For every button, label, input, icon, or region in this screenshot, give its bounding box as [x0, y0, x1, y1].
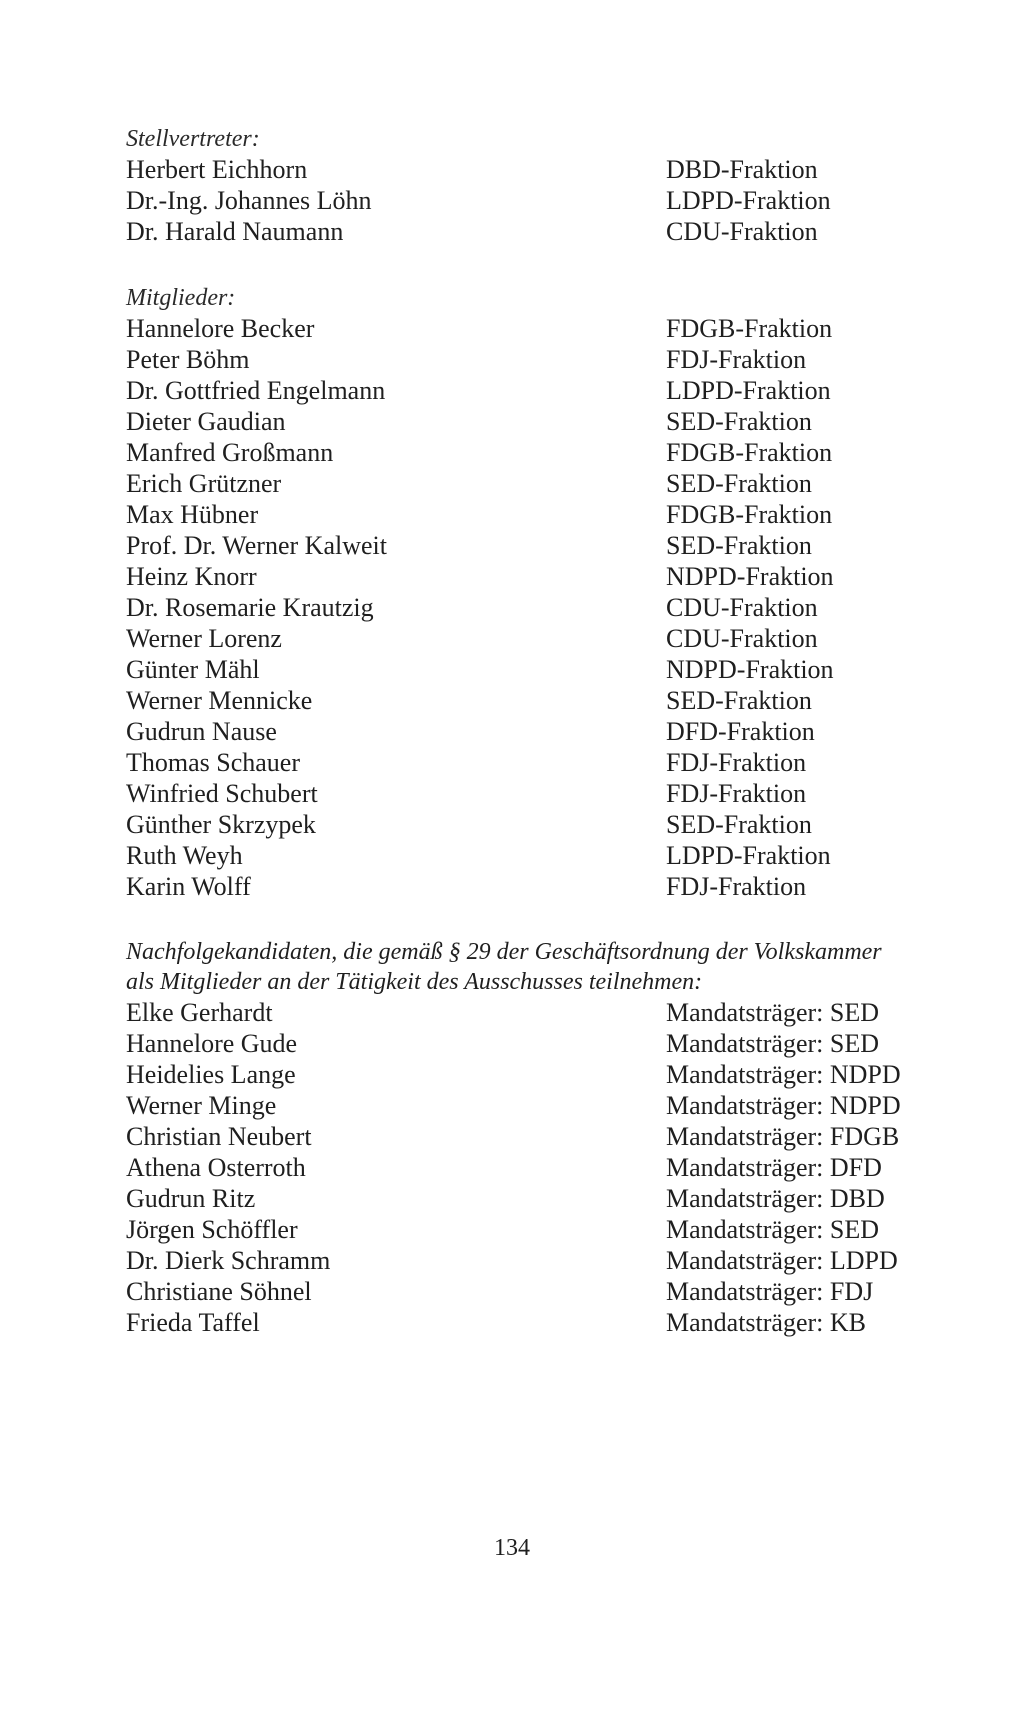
list-row — [126, 375, 956, 406]
nachfolgekandidaten-section — [126, 937, 956, 1338]
party-affiliation: Mandatsträger: NDPD — [666, 1091, 901, 1120]
person-name: Manfred Großmann — [126, 438, 334, 467]
list-row — [126, 313, 956, 344]
party-affiliation: Mandatsträger: FDJ — [666, 1277, 874, 1306]
list-row — [126, 216, 956, 247]
person-name: Ruth Weyh — [126, 841, 243, 870]
person-name: Max Hübner — [126, 500, 259, 529]
person-name: Jörgen Schöffler — [126, 1215, 298, 1244]
party-affiliation: LDPD-Fraktion — [666, 186, 831, 215]
person-name: Christian Neubert — [126, 1122, 312, 1151]
party-affiliation: FDJ-Fraktion — [666, 872, 807, 901]
person-name: Günther Skrzypek — [126, 810, 316, 839]
party-affiliation: Mandatsträger: DBD — [666, 1184, 885, 1213]
list-row — [126, 1121, 956, 1152]
party-affiliation: LDPD-Fraktion — [666, 841, 831, 870]
party-affiliation: FDGB-Fraktion — [666, 438, 833, 467]
list-row — [126, 592, 956, 623]
party-affiliation: FDGB-Fraktion — [666, 314, 833, 343]
person-name: Dieter Gaudian — [126, 407, 286, 436]
party-affiliation: Mandatsträger: LDPD — [666, 1246, 898, 1275]
party-affiliation: FDGB-Fraktion — [666, 500, 833, 529]
list-row — [126, 1059, 956, 1090]
person-name: Thomas Schauer — [126, 748, 301, 777]
list-row — [126, 1152, 956, 1183]
party-affiliation: Mandatsträger: FDGB — [666, 1122, 900, 1151]
page-number: 134 — [494, 1535, 530, 1561]
person-name: Karin Wolff — [126, 872, 251, 901]
party-affiliation: FDJ-Fraktion — [666, 779, 807, 808]
list-row — [126, 1090, 956, 1121]
person-name: Frieda Taffel — [126, 1308, 260, 1337]
list-row — [126, 1183, 956, 1214]
person-name: Dr. Rosemarie Krautzig — [126, 593, 374, 622]
person-name: Dr.-Ing. Johannes Löhn — [126, 186, 372, 215]
party-affiliation: DBD-Fraktion — [666, 155, 818, 184]
party-affiliation: FDJ-Fraktion — [666, 345, 807, 374]
party-affiliation: CDU-Fraktion — [666, 624, 818, 653]
list-row — [126, 154, 956, 185]
person-name: Christiane Söhnel — [126, 1277, 312, 1306]
person-name: Dr. Harald Naumann — [126, 217, 344, 246]
list-row — [126, 747, 956, 778]
mitglieder-list — [126, 313, 956, 902]
party-affiliation: LDPD-Fraktion — [666, 376, 831, 405]
person-name: Hannelore Gude — [126, 1029, 298, 1058]
list-row — [126, 716, 956, 747]
person-name: Herbert Eichhorn — [126, 155, 308, 184]
list-row — [126, 561, 956, 592]
party-affiliation: NDPD-Fraktion — [666, 562, 834, 591]
person-name: Athena Osterroth — [126, 1153, 306, 1182]
party-affiliation: Mandatsträger: KB — [666, 1308, 867, 1337]
party-affiliation: SED-Fraktion — [666, 407, 812, 436]
party-affiliation: DFD-Fraktion — [666, 717, 815, 746]
list-row — [126, 468, 956, 499]
nachfolgekandidaten-list — [126, 997, 956, 1338]
list-row — [126, 530, 956, 561]
list-row — [126, 809, 956, 840]
party-affiliation: SED-Fraktion — [666, 531, 812, 560]
list-row — [126, 1214, 956, 1245]
person-name: Dr. Dierk Schramm — [126, 1246, 331, 1275]
party-affiliation: SED-Fraktion — [666, 469, 812, 498]
person-name: Günter Mähl — [126, 655, 260, 684]
person-name: Prof. Dr. Werner Kalweit — [126, 531, 387, 560]
person-name: Heidelies Lange — [126, 1060, 296, 1089]
list-row — [126, 1307, 956, 1338]
party-affiliation: Mandatsträger: SED — [666, 998, 880, 1027]
party-affiliation: FDJ-Fraktion — [666, 748, 807, 777]
party-affiliation: Mandatsträger: SED — [666, 1029, 880, 1058]
list-row — [126, 997, 956, 1028]
party-affiliation: CDU-Fraktion — [666, 217, 818, 246]
list-row — [126, 685, 956, 716]
party-affiliation: Mandatsträger: DFD — [666, 1153, 882, 1182]
person-name: Dr. Gottfried Engelmann — [126, 376, 386, 405]
person-name: Heinz Knorr — [126, 562, 257, 591]
list-row — [126, 437, 956, 468]
mitglieder-section — [126, 283, 956, 902]
person-name: Gudrun Nause — [126, 717, 277, 746]
person-name: Elke Gerhardt — [126, 998, 273, 1027]
page-content — [126, 124, 956, 1338]
stellvertreter-section — [126, 124, 956, 247]
list-row — [126, 185, 956, 216]
nachfolgekandidaten-heading-line1: Nachfolgekandidaten, die gemäß § 29 der Geschäftsordnung der Volkskammer — [126, 939, 882, 965]
party-affiliation: SED-Fraktion — [666, 810, 812, 839]
party-affiliation: CDU-Fraktion — [666, 593, 818, 622]
list-row — [126, 344, 956, 375]
person-name: Erich Grützner — [126, 469, 282, 498]
list-row — [126, 778, 956, 809]
list-row — [126, 623, 956, 654]
person-name: Werner Mennicke — [126, 686, 313, 715]
person-name: Peter Böhm — [126, 345, 250, 374]
party-affiliation: Mandatsträger: SED — [666, 1215, 880, 1244]
stellvertreter-heading: Stellvertreter: — [126, 126, 260, 152]
list-row — [126, 871, 956, 902]
list-row — [126, 1028, 956, 1059]
party-affiliation: Mandatsträger: NDPD — [666, 1060, 901, 1089]
person-name: Gudrun Ritz — [126, 1184, 256, 1213]
list-row — [126, 406, 956, 437]
list-row — [126, 840, 956, 871]
list-row — [126, 499, 956, 530]
mitglieder-heading: Mitglieder: — [126, 285, 236, 311]
party-affiliation: SED-Fraktion — [666, 686, 812, 715]
list-row — [126, 1245, 956, 1276]
list-row — [126, 654, 956, 685]
person-name: Werner Lorenz — [126, 624, 282, 653]
stellvertreter-list — [126, 154, 956, 247]
list-row — [126, 1276, 956, 1307]
person-name: Werner Minge — [126, 1091, 277, 1120]
nachfolgekandidaten-heading-line2: als Mitglieder an der Tätigkeit des Ausschusses teilnehmen: — [126, 969, 703, 995]
person-name: Hannelore Becker — [126, 314, 315, 343]
party-affiliation: NDPD-Fraktion — [666, 655, 834, 684]
person-name: Winfried Schubert — [126, 779, 318, 808]
